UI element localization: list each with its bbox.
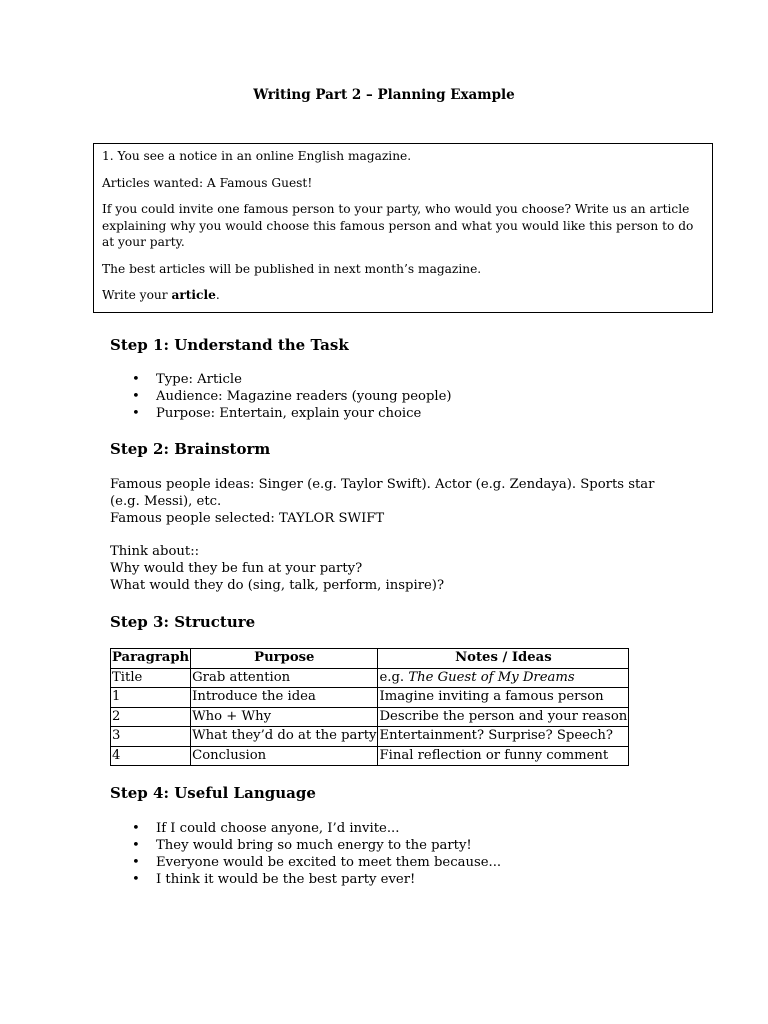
- cell-purpose: Who + Why: [191, 707, 378, 727]
- task-instruction-suffix: .: [215, 288, 220, 302]
- task-notice-publish: The best articles will be published in next month’s magazine.: [102, 261, 482, 276]
- col-header-notes: Notes / Ideas: [378, 649, 629, 669]
- step2-ideas: [110, 476, 670, 527]
- task-instruction-prefix: Write your: [102, 288, 172, 302]
- ideas-line-2: (e.g. Messi), etc.: [110, 494, 222, 509]
- step2-think: [110, 543, 670, 594]
- step3-heading: Step 3: Structure: [110, 613, 256, 631]
- think-question-1: Why would they be fun at your party?: [110, 561, 363, 576]
- cell-purpose: Conclusion: [191, 746, 378, 766]
- table-row: [111, 688, 629, 708]
- col-header-paragraph: Paragraph: [111, 649, 191, 669]
- selected-person: Famous people selected: TAYLOR SWIFT: [110, 511, 385, 526]
- cell-paragraph: 3: [111, 727, 191, 747]
- col-header-purpose: Purpose: [191, 649, 378, 669]
- task-notice-body: If you could invite one famous person to your party, who would you choose? Write us an article explaining why you would choose this famous person and what you would like this person to do at your party.: [102, 202, 694, 249]
- ideas-line-1: Famous people ideas: Singer (e.g. Taylor Swift). Actor (e.g. Zendaya). Sports star: [110, 477, 655, 492]
- cell-paragraph: 4: [111, 746, 191, 766]
- task-notice-title: Articles wanted: A Famous Guest!: [102, 175, 313, 190]
- cell-paragraph: 2: [111, 707, 191, 727]
- table-row: [111, 668, 629, 688]
- cell-notes: Entertainment? Surprise? Speech?: [378, 727, 629, 747]
- table-row: [111, 746, 629, 766]
- list-item: • If I could choose anyone, I’d invite...: [110, 820, 501, 837]
- table-row: [111, 707, 629, 727]
- list-item: • Type: Article: [110, 371, 452, 388]
- notes-italic-title: The Guest of My Dreams: [408, 669, 575, 685]
- think-label: Think about::: [110, 544, 200, 559]
- notes-prefix: e.g.: [379, 669, 409, 685]
- cell-purpose: Grab attention: [191, 668, 378, 688]
- task-instruction: [102, 287, 704, 304]
- list-item: • Purpose: Entertain, explain your choice: [110, 405, 452, 422]
- step4-list: [110, 820, 501, 888]
- cell-notes: Imagine inviting a famous person: [378, 688, 629, 708]
- document-title: Writing Part 2 – Planning Example: [253, 87, 515, 103]
- structure-table: [110, 648, 629, 766]
- step1-heading: Step 1: Understand the Task: [110, 336, 349, 354]
- task-notice-box: [93, 143, 713, 313]
- list-item: • Audience: Magazine readers (young people): [110, 388, 452, 405]
- step2-heading: Step 2: Brainstorm: [110, 440, 271, 458]
- task-intro: 1. You see a notice in an online English magazine.: [102, 149, 412, 163]
- cell-notes: [378, 668, 629, 688]
- table-row: [111, 727, 629, 747]
- cell-purpose: What they’d do at the party: [191, 727, 378, 747]
- cell-paragraph: Title: [111, 668, 191, 688]
- cell-notes: Describe the person and your reason: [378, 707, 629, 727]
- cell-notes: Final reflection or funny comment: [378, 746, 629, 766]
- table-header-row: [111, 649, 629, 669]
- list-item: • They would bring so much energy to the party!: [110, 837, 501, 854]
- list-item: • Everyone would be excited to meet them because...: [110, 854, 501, 871]
- step1-list: [110, 371, 452, 422]
- step4-heading: Step 4: Useful Language: [110, 784, 316, 802]
- task-instruction-bold: article: [171, 288, 216, 302]
- cell-paragraph: 1: [111, 688, 191, 708]
- think-question-2: What would they do (sing, talk, perform, inspire)?: [110, 578, 445, 593]
- list-item: • I think it would be the best party ever!: [110, 871, 501, 888]
- cell-purpose: Introduce the idea: [191, 688, 378, 708]
